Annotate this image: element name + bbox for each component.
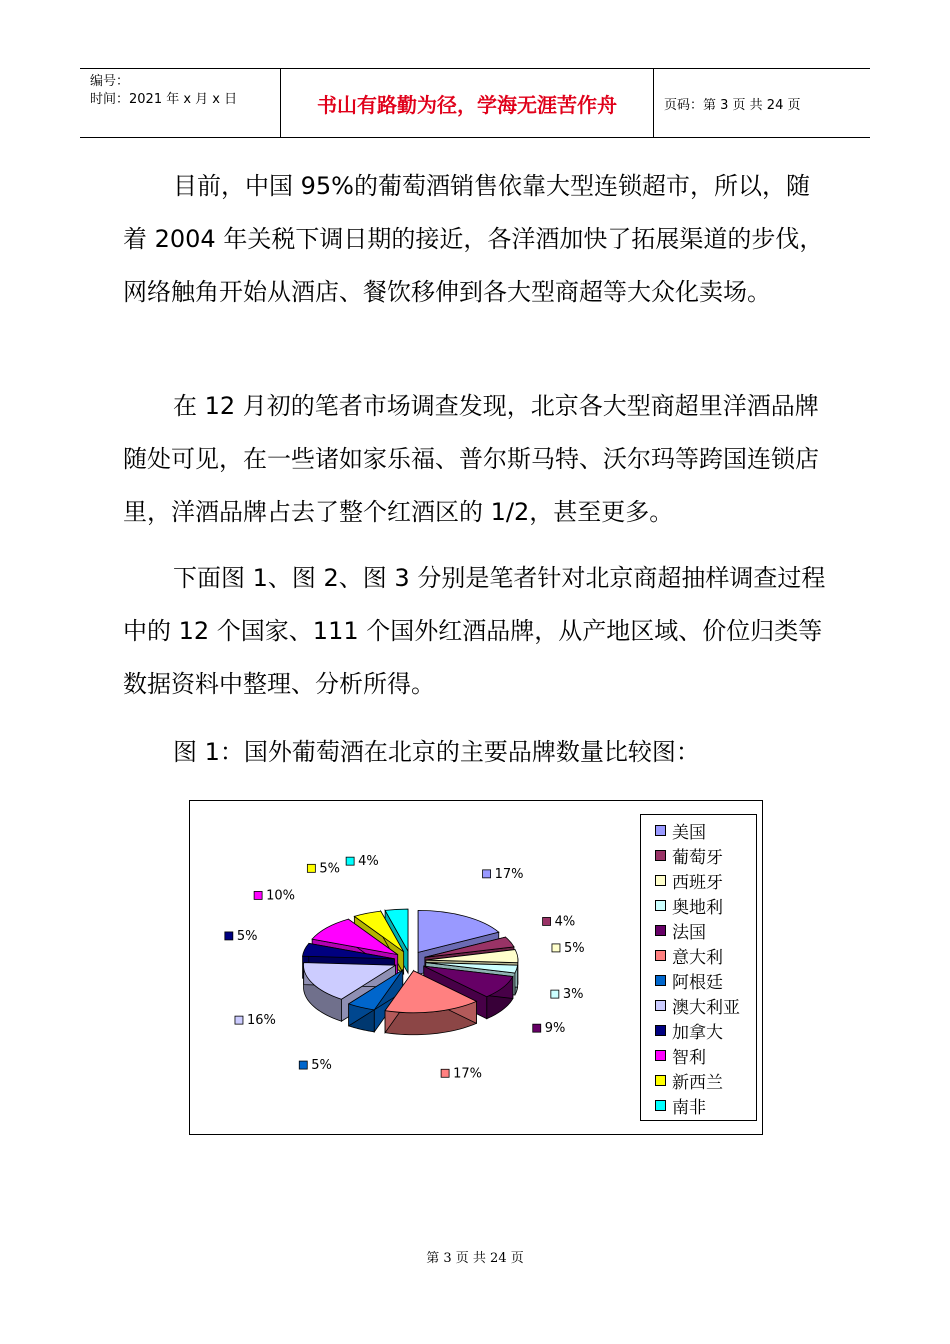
legend-label: 葡萄牙 bbox=[672, 847, 723, 868]
paragraph-2: 在 12 月初的笔者市场调查发现，北京各大型商超里洋酒品牌随处可见，在一些诸如家乐福、普尔斯马特、沃尔玛等跨国连锁店里，洋酒品牌占去了整个红酒区的 1/2，甚至更多。 bbox=[123, 392, 819, 526]
svg-text:17%: 17% bbox=[453, 1066, 483, 1082]
data-label-8 bbox=[225, 929, 258, 944]
chart-legend bbox=[640, 814, 757, 1121]
legend-item bbox=[655, 1019, 723, 1041]
page-header bbox=[80, 68, 870, 138]
data-label-0 bbox=[483, 867, 524, 882]
legend-item bbox=[655, 869, 723, 891]
legend-item bbox=[655, 969, 723, 991]
legend-item bbox=[655, 1044, 706, 1066]
legend-label: 南非 bbox=[672, 1097, 706, 1118]
legend-label: 加拿大 bbox=[672, 1022, 723, 1043]
paragraph-3: 下面图 1、图 2、图 3 分别是笔者针对北京商超抽样调查过程中的 12 个国家、111 个国外红酒品牌，从产地区域、价位归类等数据资料中整理、分析所得。 bbox=[123, 564, 826, 698]
data-label-6 bbox=[299, 1058, 332, 1073]
legend-item bbox=[655, 894, 723, 916]
legend-swatch bbox=[655, 825, 666, 836]
document-number-label: 编号： bbox=[90, 74, 130, 89]
legend-label: 智利 bbox=[672, 1047, 706, 1068]
legend-label: 西班牙 bbox=[672, 872, 723, 893]
header-motto: 书山有路勤为径，学海无涯苦作舟 bbox=[281, 69, 654, 137]
svg-text:16%: 16% bbox=[246, 1013, 276, 1029]
data-label-5 bbox=[441, 1066, 482, 1081]
svg-text:17%: 17% bbox=[494, 866, 524, 882]
legend-label: 澳大利亚 bbox=[672, 997, 740, 1018]
legend-swatch bbox=[655, 875, 666, 886]
svg-text:4%: 4% bbox=[554, 914, 576, 930]
page-footer: 第 3 页 共 24 页 bbox=[426, 1251, 524, 1266]
data-label-4 bbox=[533, 1021, 566, 1036]
legend-swatch bbox=[655, 1050, 666, 1061]
svg-text:5%: 5% bbox=[311, 1058, 332, 1074]
data-label-11 bbox=[346, 854, 379, 869]
legend-swatch bbox=[655, 1000, 666, 1011]
header-meta-cell bbox=[80, 69, 281, 137]
legend-swatch bbox=[655, 975, 666, 986]
svg-text:10%: 10% bbox=[266, 888, 296, 904]
legend-item bbox=[655, 944, 723, 966]
svg-text:3%: 3% bbox=[562, 987, 584, 1003]
legend-label: 意大利 bbox=[672, 947, 723, 968]
legend-item bbox=[655, 994, 740, 1016]
header-page-info: 页码：第 3 页 共 24 页 bbox=[664, 97, 801, 113]
legend-swatch bbox=[655, 1100, 666, 1111]
data-label-1 bbox=[543, 914, 576, 929]
data-label-9 bbox=[254, 888, 295, 903]
legend-item bbox=[655, 1094, 706, 1116]
figure-title: 图 1：国外葡萄酒在北京的主要品牌数量比较图： bbox=[173, 738, 700, 766]
paragraph-1: 目前，中国 95%的葡萄酒销售依靠大型连锁超市，所以，随着 2004 年关税下调日期的接近，各洋酒加快了拓展渠道的步伐，网络触角开始从酒店、餐饮移伸到各大型商超等大众化卖场。 bbox=[123, 172, 824, 306]
legend-swatch bbox=[655, 925, 666, 936]
legend-item bbox=[655, 819, 706, 841]
svg-text:4%: 4% bbox=[358, 854, 379, 870]
legend-swatch bbox=[655, 850, 666, 861]
legend-label: 奥地利 bbox=[672, 897, 723, 918]
data-label-7 bbox=[235, 1013, 276, 1028]
legend-swatch bbox=[655, 1025, 666, 1036]
data-label-2 bbox=[552, 941, 585, 956]
svg-text:9%: 9% bbox=[544, 1021, 566, 1037]
svg-text:5%: 5% bbox=[236, 928, 258, 944]
svg-text:5%: 5% bbox=[319, 861, 340, 877]
legend-label: 阿根廷 bbox=[672, 972, 723, 993]
svg-text:5%: 5% bbox=[563, 940, 585, 956]
legend-label: 新西兰 bbox=[672, 1072, 723, 1093]
data-label-10 bbox=[307, 861, 340, 876]
legend-swatch bbox=[655, 1075, 666, 1086]
legend-swatch bbox=[655, 900, 666, 911]
legend-item bbox=[655, 1069, 723, 1091]
legend-label: 美国 bbox=[672, 822, 706, 843]
legend-label: 法国 bbox=[672, 922, 706, 943]
legend-item bbox=[655, 919, 706, 941]
legend-item bbox=[655, 844, 723, 866]
data-label-3 bbox=[551, 987, 584, 1002]
document-date: 时间：2021 年 x 月 x 日 bbox=[90, 92, 238, 107]
legend-swatch bbox=[655, 950, 666, 961]
